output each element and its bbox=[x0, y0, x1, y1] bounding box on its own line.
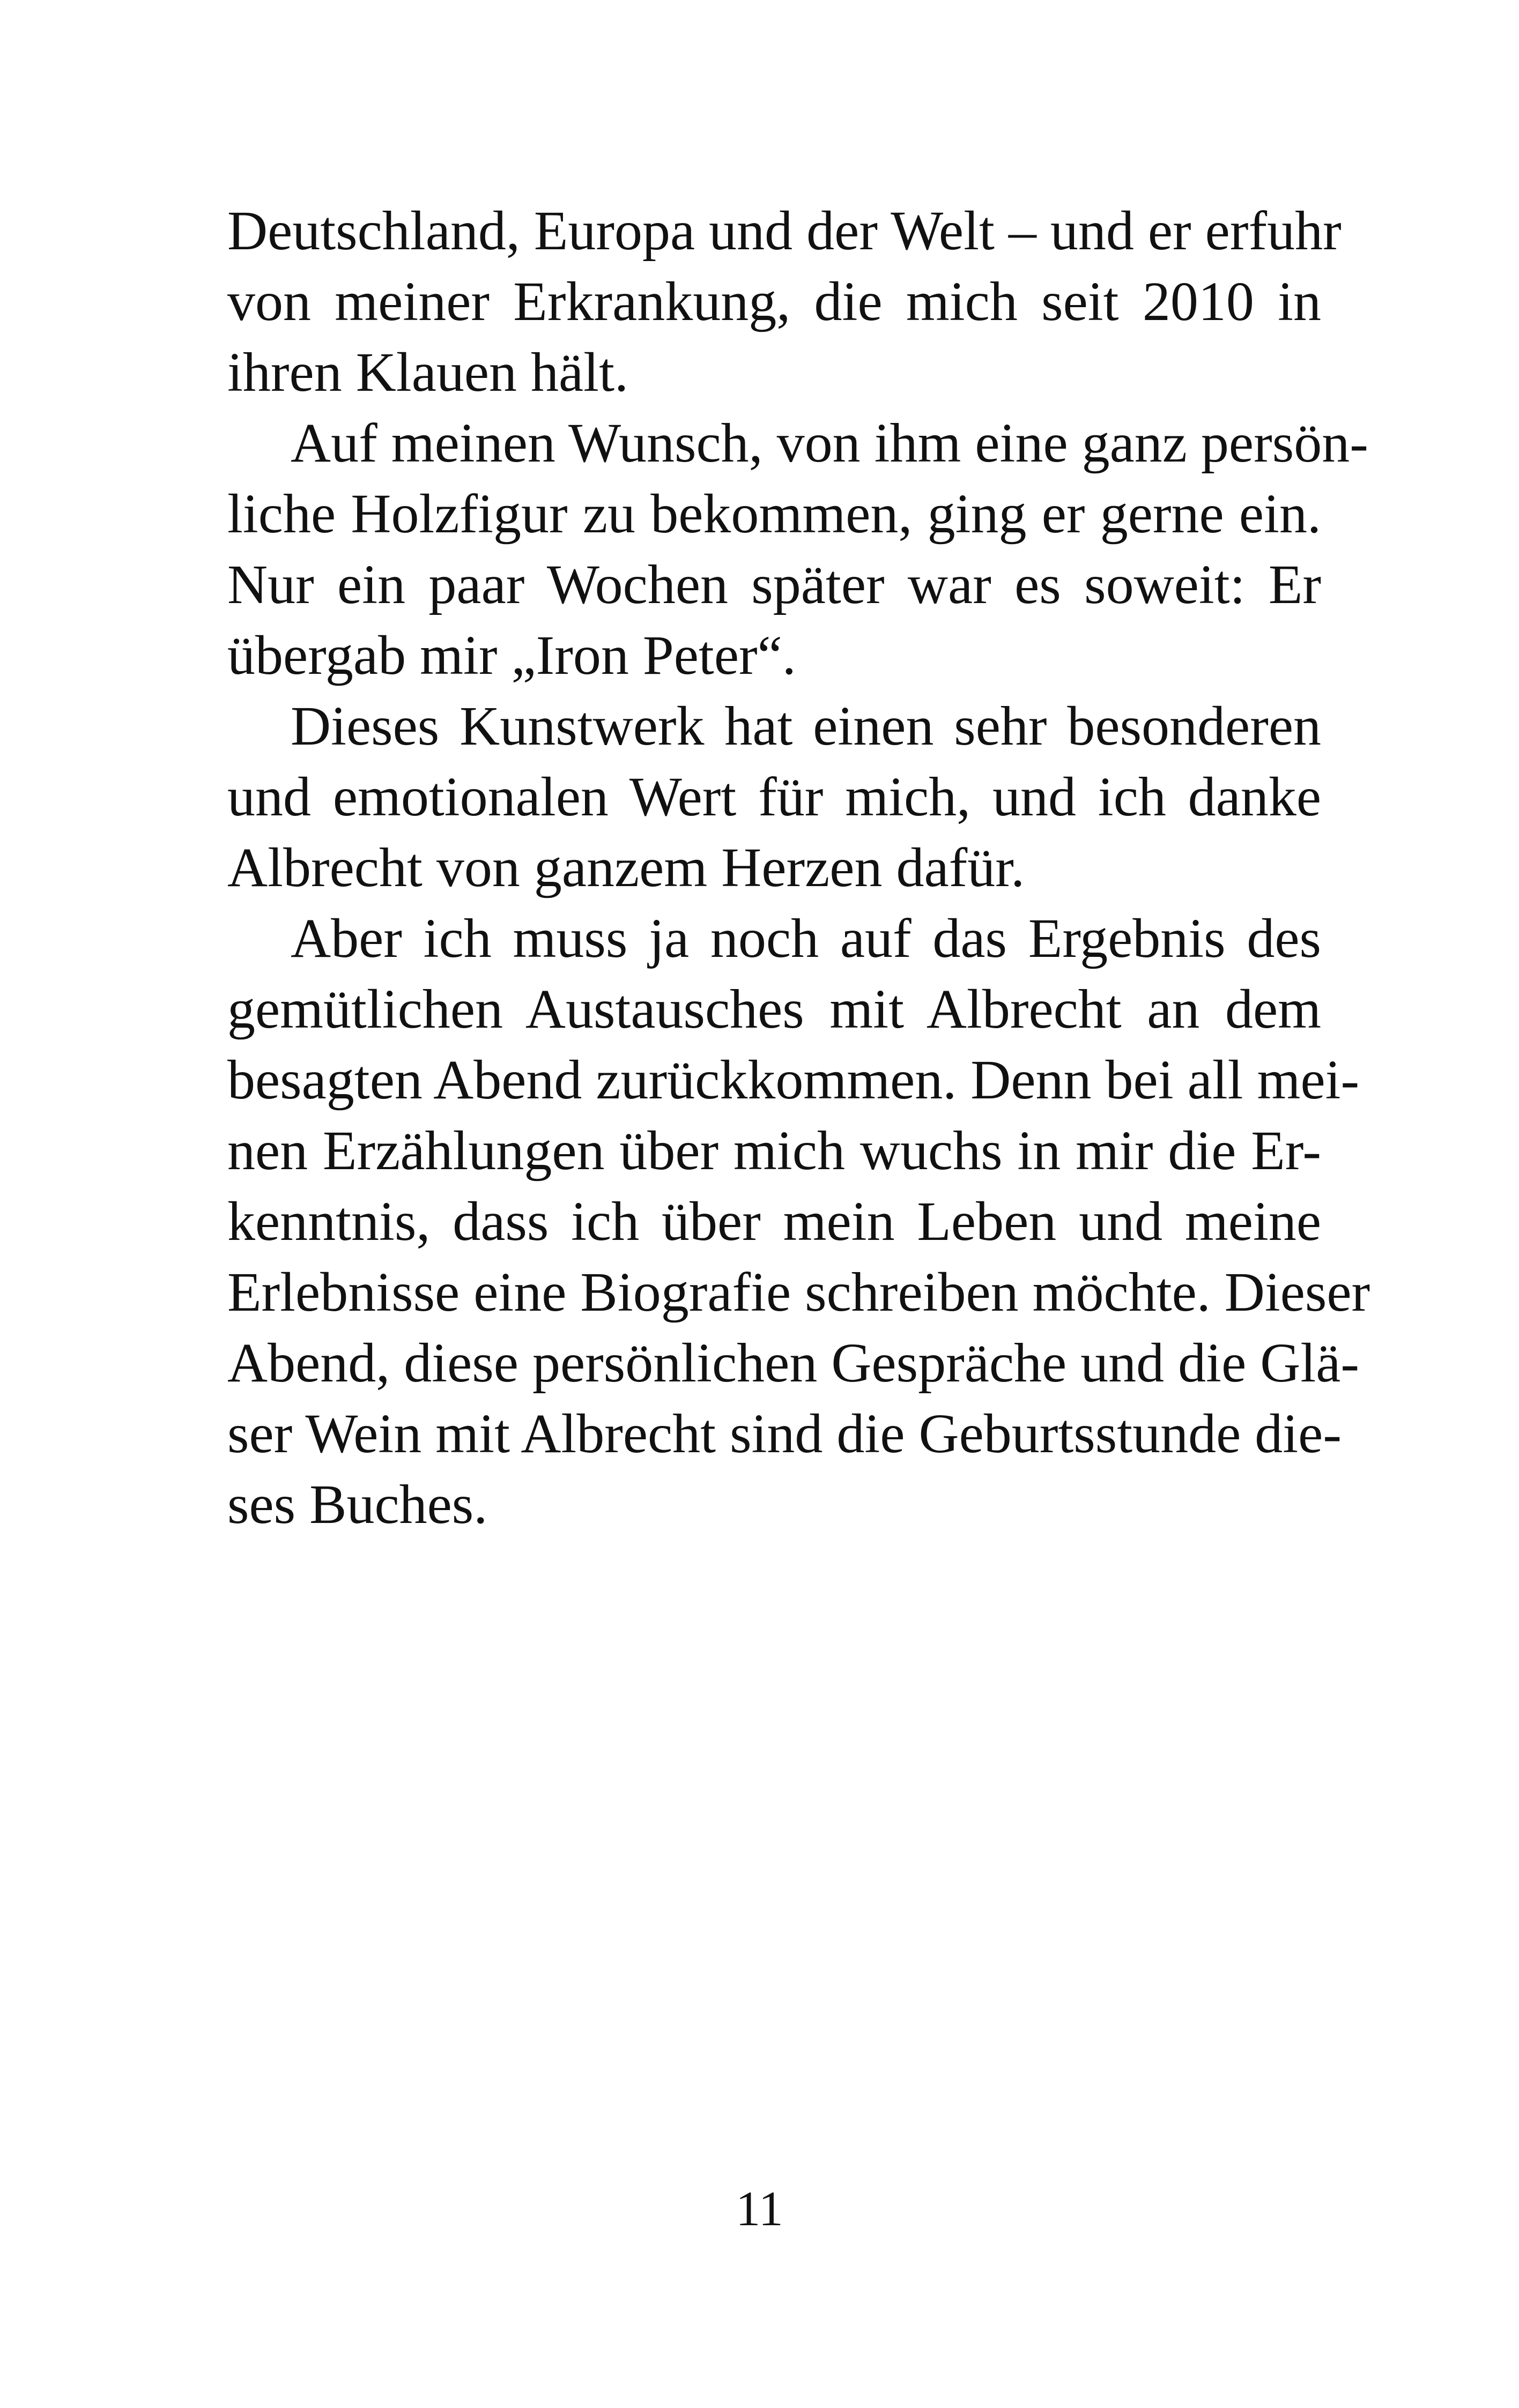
text-line: ses Buches. bbox=[227, 1474, 488, 1535]
paragraph-3 bbox=[227, 691, 1321, 903]
text-line: gemütlichen Austausches mit Albrecht an dem bbox=[227, 978, 1321, 1040]
text-line: und emotionalen Wert für mich, und ich danke bbox=[227, 766, 1321, 828]
page-number: 11 bbox=[736, 2181, 783, 2236]
text-line: Auf meinen Wunsch, von ihm eine ganz persön- bbox=[291, 412, 1368, 474]
text-line: liche Holzfigur zu bekommen, ging er gerne ein. bbox=[227, 483, 1321, 545]
text-line: kenntnis, dass ich über mein Leben und meine bbox=[227, 1191, 1321, 1252]
paragraph-2 bbox=[227, 408, 1368, 691]
text-line: besagten Abend zurückkommen. Denn bei all mei- bbox=[227, 1049, 1360, 1111]
text-line: nen Erzählungen über mich wuchs in mir die Er- bbox=[227, 1120, 1321, 1181]
text-line: Abend, diese persönlichen Gespräche und die Glä- bbox=[227, 1332, 1360, 1394]
text-line: ser Wein mit Albrecht sind die Geburtsstunde die- bbox=[227, 1403, 1342, 1465]
body-text bbox=[227, 196, 1370, 1540]
text-line: Erlebnisse eine Biografie schreiben möchte. Dieser bbox=[227, 1261, 1370, 1323]
text-line: von meiner Erkrankung, die mich seit 2010 in bbox=[227, 271, 1321, 332]
text-line: Albrecht von ganzem Herzen dafür. bbox=[227, 837, 1025, 898]
text-line: ihren Klauen hält. bbox=[227, 341, 628, 403]
paragraph-1 bbox=[227, 196, 1342, 408]
text-line: Dieses Kunstwerk hat einen sehr besonderen bbox=[291, 695, 1321, 757]
text-line: Nur ein paar Wochen später war es soweit: Er bbox=[227, 554, 1321, 615]
text-line: Aber ich muss ja noch auf das Ergebnis des bbox=[291, 908, 1321, 969]
paragraph-4 bbox=[227, 903, 1370, 1540]
text-line: Deutschland, Europa und der Welt – und er erfuhr bbox=[227, 200, 1342, 262]
text-line: übergab mir „Iron Peter“. bbox=[227, 625, 796, 686]
